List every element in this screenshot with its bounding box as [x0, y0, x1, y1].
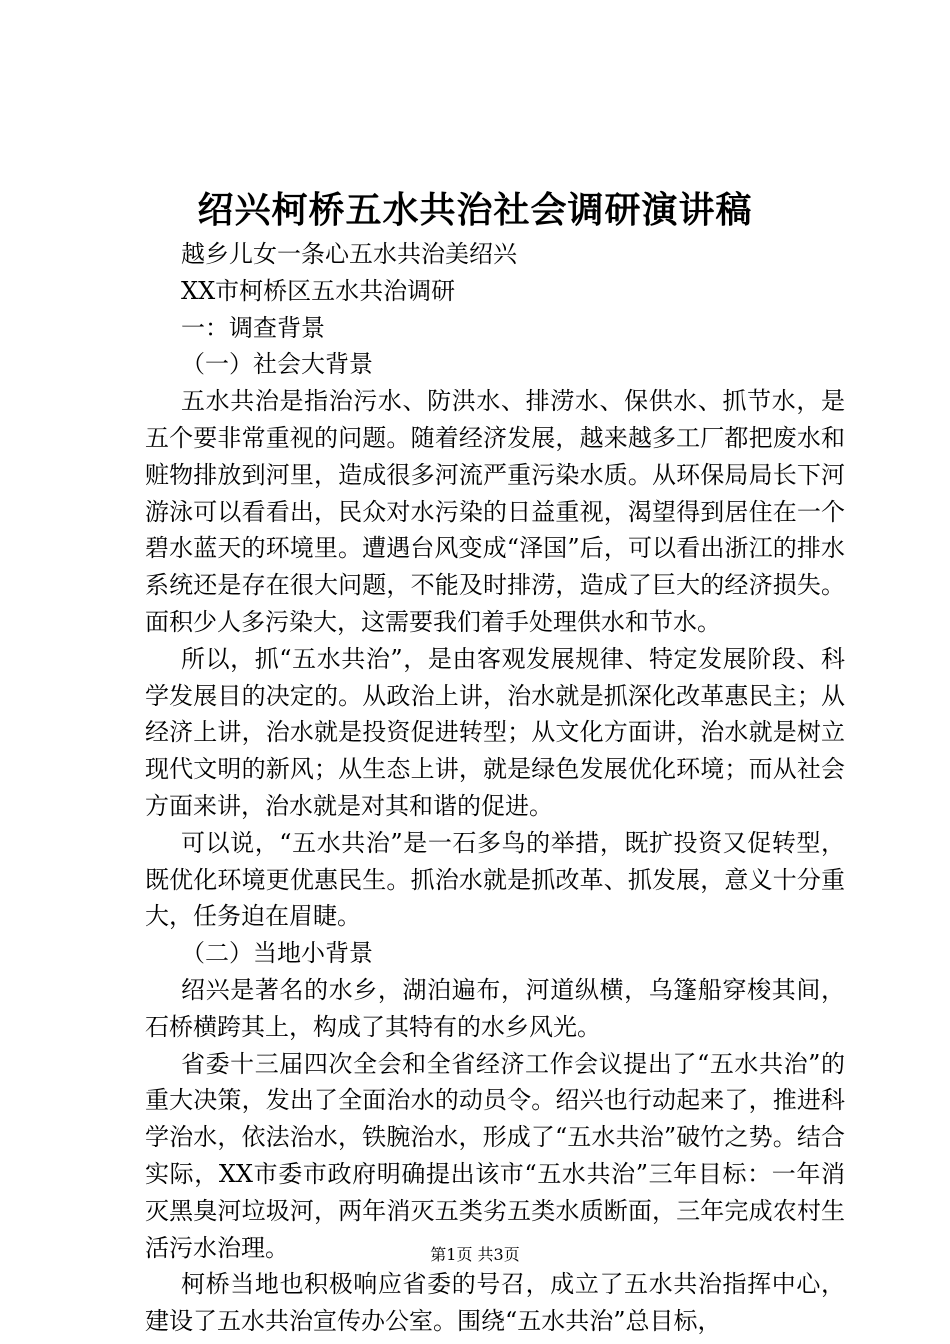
paragraph: 绍兴是著名的水乡，湖泊遍布，河道纵横，乌篷船穿梭其间，石桥横跨其上，构成了其特有的水乡风光。	[145, 975, 845, 1041]
page-footer: 第1页 共3页	[430, 1245, 520, 1264]
paragraph: 所以，抓“五水共治”，是由客观发展规律、特定发展阶段、科学发展目的决定的。从政治上讲，治水就是抓深化改革惠民主；从经济上讲，治水就是投资促进转型；从文化方面讲，治水就是树立现代文明的新风；从生态上讲，就是绿色发展优化环境；而从社会方面来讲，治水就是对其和谐的促进。	[145, 644, 845, 820]
subsection-heading: （二）当地小背景	[181, 939, 373, 968]
paragraph: 五水共治是指治污水、防洪水、排涝水、保供水、抓节水，是五个要非常重视的问题。随着经济发展，越来越多工厂都把废水和赃物排放到河里，造成很多河流严重污染水质。从环保局局长下河游泳可以看看出，民众对水污染的日益重视，渴望得到居住在一个碧水蓝天的环境里。遭遇台风变成“泽国”后，可以看出浙江的排水系统还是存在很大问题，不能及时排涝，造成了巨大的经济损失。面积少人多污染大，这需要我们着手处理供水和节水。	[145, 387, 845, 636]
document-title: 绍兴柯桥五水共治社会调研演讲稿	[197, 189, 753, 231]
subsection-heading: （一）社会大背景	[181, 350, 373, 379]
slogan-line: 越乡儿女一条心五水共治美绍兴	[181, 240, 517, 268]
subtitle-line: XX市柯桥区五水共治调研	[181, 276, 456, 305]
document-body	[145, 236, 845, 1340]
paragraph: 可以说，“五水共治”是一石多鸟的举措，既扩投资又促转型，既优化环境更优惠民生。抓治水就是抓改革、抓发展，意义十分重大，任务迫在眉睫。	[145, 828, 845, 931]
paragraph: 柯桥当地也积极响应省委的号召，成立了五水共治指挥中心，建设了五水共治宣传办公室。围绕“五水共治”总目标，	[145, 1270, 845, 1336]
section-heading: 一：调查背景	[181, 313, 325, 342]
paragraph: 省委十三届四次全会和全省经济工作会议提出了“五水共治”的重大决策，发出了全面治水的动员令。绍兴也行动起来了，推进科学治水，依法治水，铁腕治水，形成了“五水共治”破竹之势。结合实际，XX市委市政府明确提出该市“五水共治”三年目标：一年消灭黑臭河垃圾河，两年消灭五类劣五类水质断面，三年完成农村生活污水治理。	[145, 1049, 845, 1262]
